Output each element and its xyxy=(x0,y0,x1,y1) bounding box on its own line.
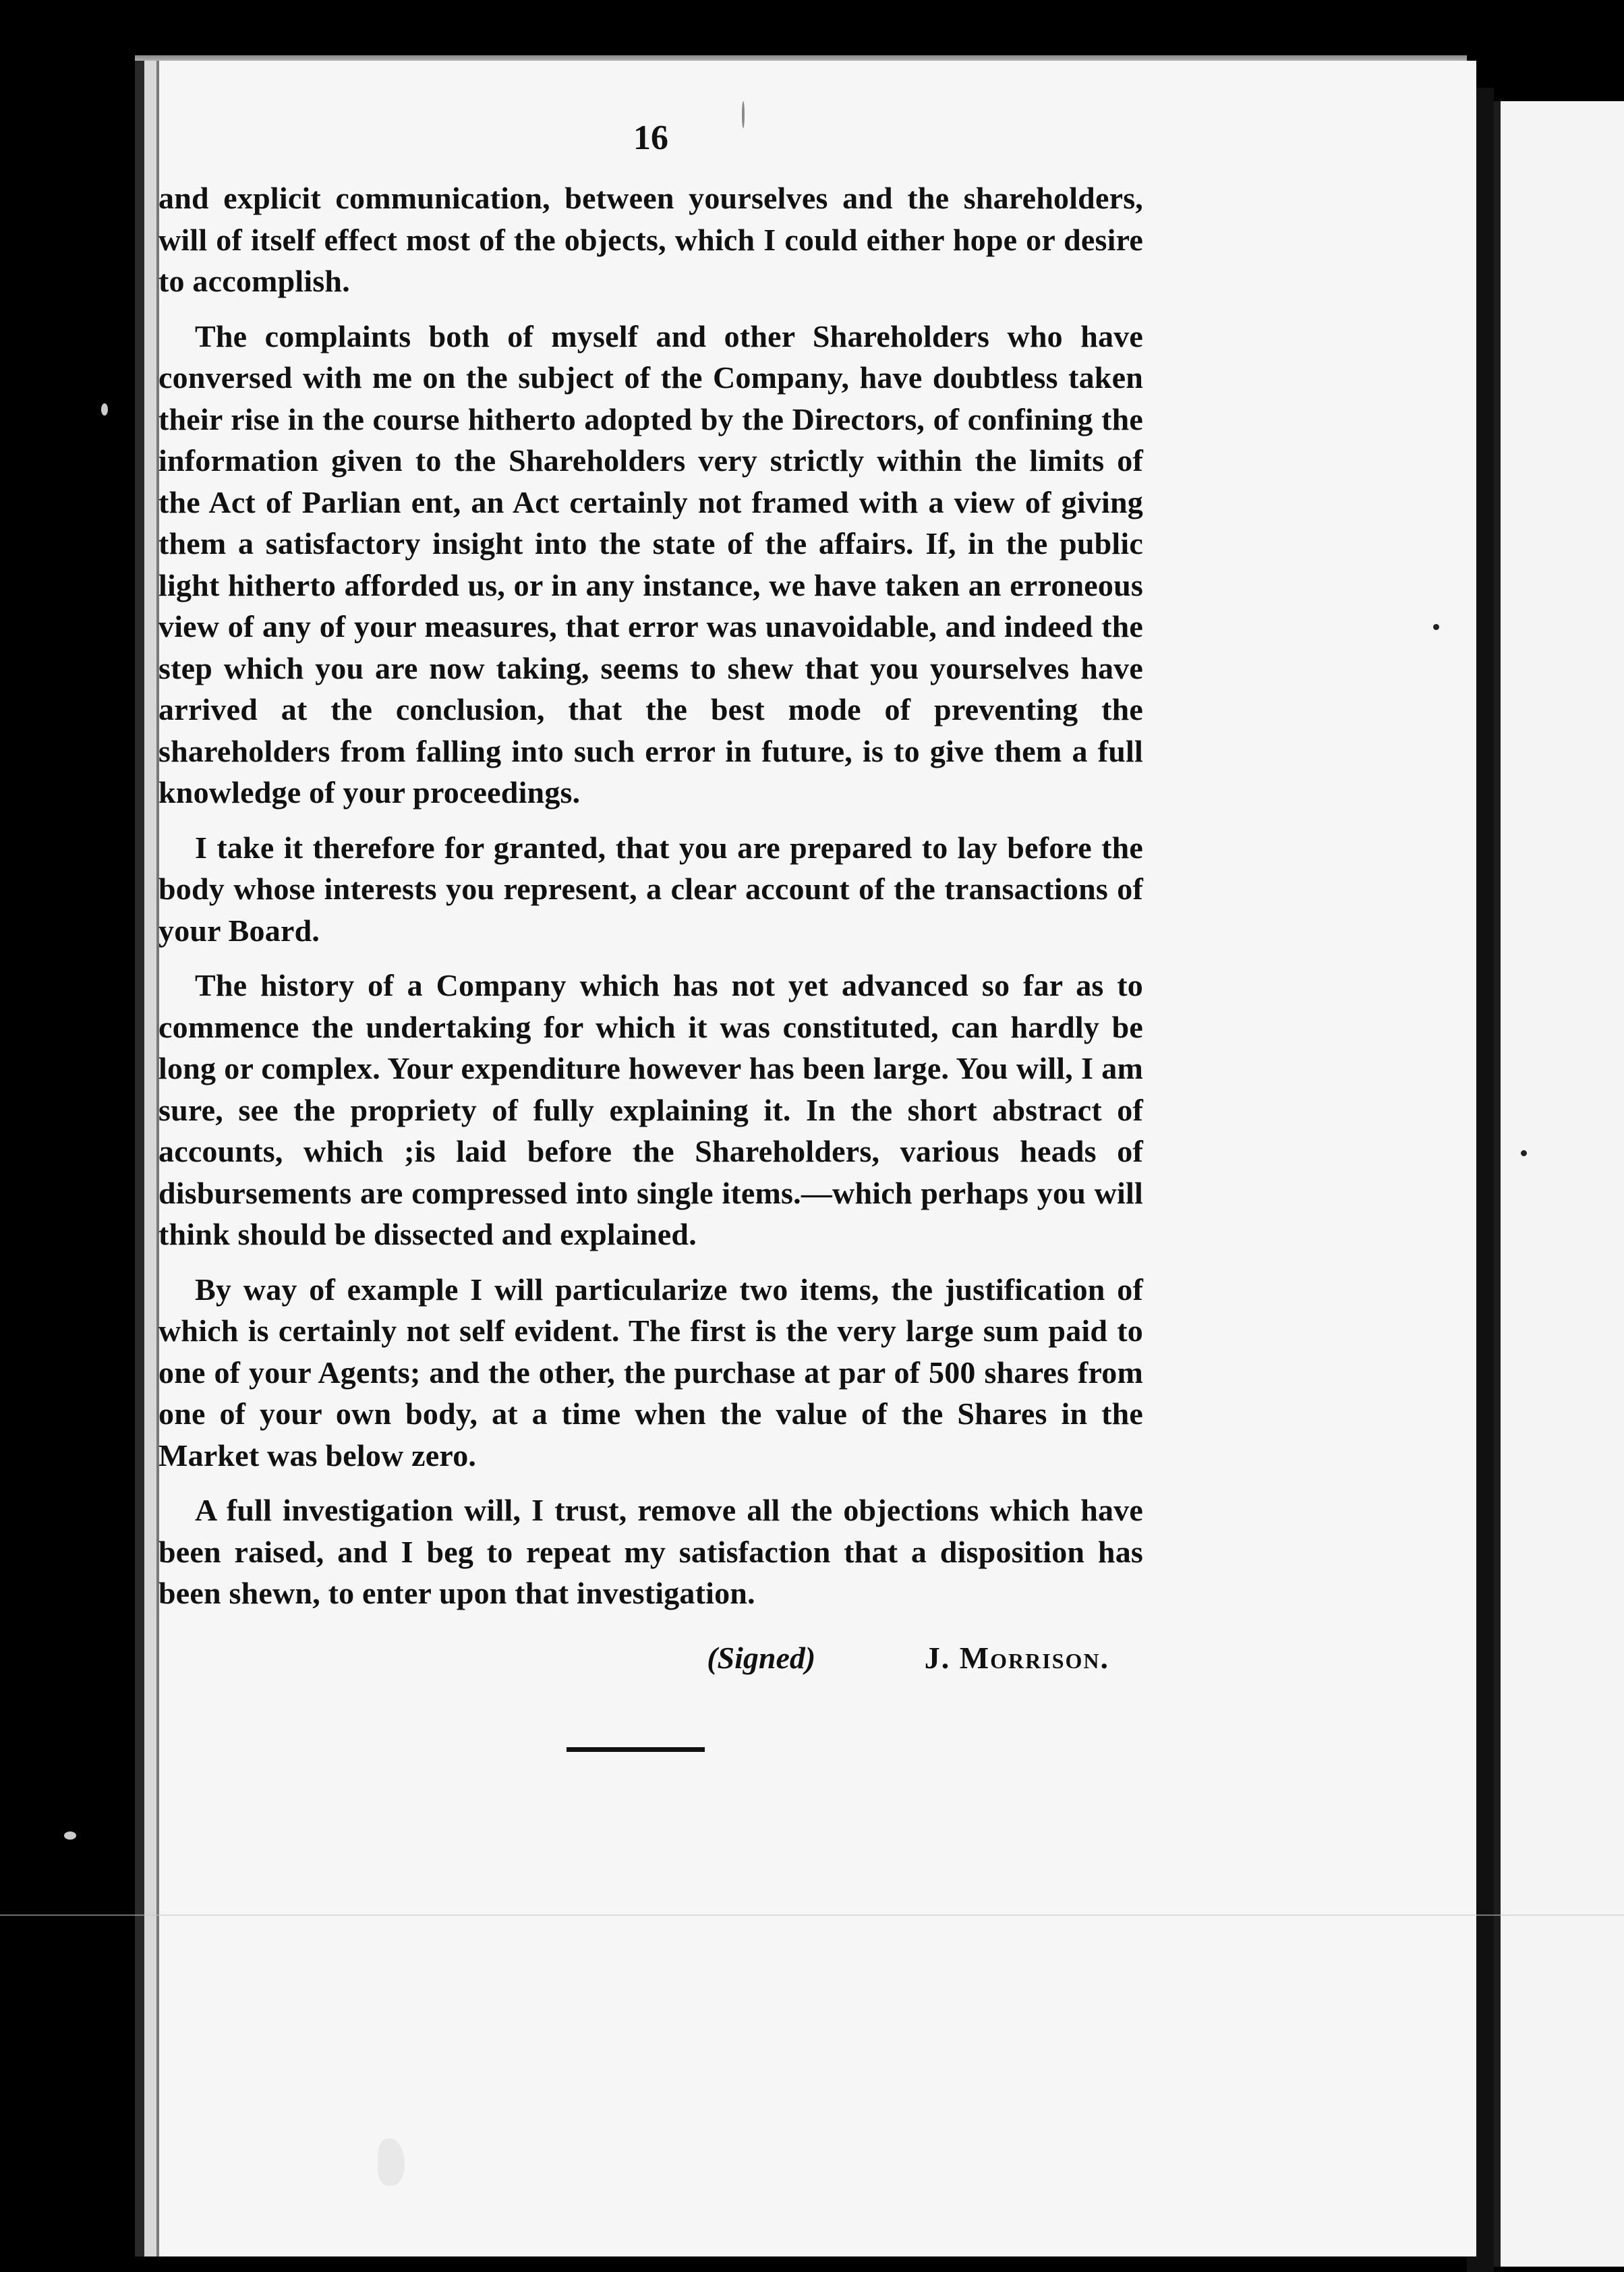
page-number: 16 xyxy=(633,119,668,157)
paragraph-1: and explicit communication, between yourselves and the shareholders, will of itself effect most of the objects, which I could either hope or desire to accomplish. xyxy=(158,181,1143,298)
scan-speck xyxy=(1521,1150,1527,1156)
scan-speck xyxy=(64,1831,76,1840)
scan-speck xyxy=(1433,624,1439,630)
paragraph-2: The complaints both of myself and other Shareholders who have conversed with me on the subject of the Company, have doubtless taken their rise in the course hitherto adopted by the Directors, of confining the information given to the Shareholders very strictly within the limits of the Act of Parlian ent, an Act certainly not framed with a view of giving them a satisfactory insight into the state of the affairs. If, in the public light hitherto afforded us, or in any instance, we have taken an erroneous view of any of your measures, that error was unavoidable, and indeed the step which you are now taking, seems to shew that you yourselves have arrived at the conclusion, that the best mode of preventing the shareholders from falling into such error in future, is to give them a full knowledge of your proceedings. xyxy=(158,318,1143,810)
signature-line xyxy=(158,1637,1143,1679)
signatory-name: J. Morrison. xyxy=(924,1640,1109,1675)
paragraph-5: By way of example I will particularize two items, the justification of which is certainly not self evident. The first is the very large sum paid to one of your Agents; and the other, the purchase at par of 500 shares from one of your own body, at a time when the value of the Shares in the Market was below zero. xyxy=(158,1272,1143,1473)
paragraph-6: A full investigation will, I trust, remove all the objections which have been raised, and I beg to repeat my satisfaction that a disposition has been shewn, to enter upon that investigation. xyxy=(158,1493,1143,1610)
closing-rule xyxy=(567,1747,705,1752)
paragraph-3: I take it therefore for granted, that you are prepared to lay before the body whose interests you represent, a clear account of the transactions of your Board. xyxy=(158,830,1143,948)
page-text xyxy=(158,118,1143,1678)
signed-label: (Signed) xyxy=(707,1640,816,1675)
scan-speck xyxy=(101,403,108,416)
scan-artifact-line xyxy=(0,1914,1624,1916)
scan-speck xyxy=(742,101,745,128)
adjacent-page-edge xyxy=(1494,101,1624,2267)
paragraph-4: The history of a Company which has not yet advanced so far as to commence the undertaking for which it was constituted, can hardly be long or complex. Your expenditure however has been large. You will, I am sure, see the propriety of fully explaining it. In the short abstract of accounts, which ;is laid before the Shareholders, various heads of disbursements are compressed into single items.—which perhaps you will think should be dissected and explained. xyxy=(158,968,1143,1251)
